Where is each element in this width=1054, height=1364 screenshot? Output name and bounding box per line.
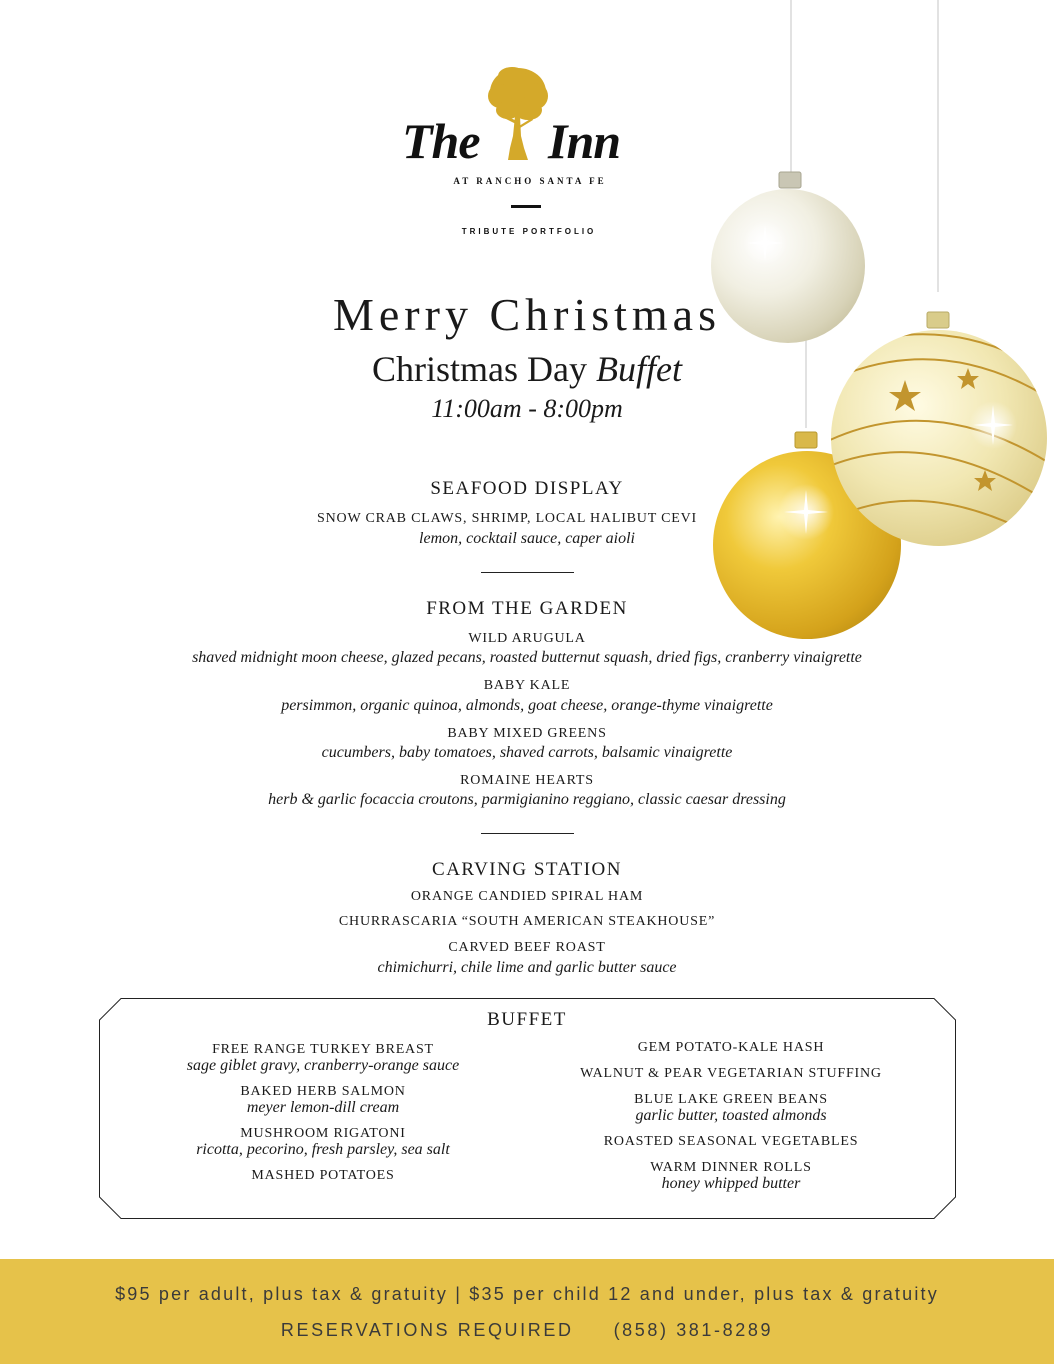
carving-item-desc: chimichurri, chile lime and garlic butter sauce <box>377 959 677 976</box>
buffet-right-column <box>560 1040 902 1193</box>
buffet-item-desc: honey whipped butter <box>661 1175 801 1192</box>
buffet-left-column <box>150 1042 496 1184</box>
garden-item-name: BABY KALE <box>483 678 571 693</box>
buffet-item-name: BLUE LAKE GREEN BEANS <box>634 1092 828 1107</box>
buffet-item-name: WALNUT & PEAR VEGETARIAN STUFFING <box>580 1066 882 1081</box>
logo-divider <box>511 205 541 208</box>
buffet-item-name: FREE RANGE TURKEY BREAST <box>212 1042 434 1057</box>
seafood-item: SNOW CRAB CLAWS, SHRIMP, LOCAL HALIBUT CEVI <box>317 511 697 526</box>
garden-item-desc: shaved midnight moon cheese, glazed pecans, roasted butternut squash, dried figs, cranberry vinaigrette <box>192 649 862 666</box>
buffet-item-name: GEM POTATO-KALE HASH <box>637 1040 825 1055</box>
logo-name-left: The <box>402 113 480 169</box>
section-divider <box>481 833 574 834</box>
carving-heading: CARVING STATION <box>432 859 622 880</box>
footer-band <box>0 1259 1054 1364</box>
page-title: Merry Christmas <box>332 289 721 340</box>
garden-item-name: BABY MIXED GREENS <box>447 726 607 741</box>
seafood-heading: SEAFOOD DISPLAY <box>430 478 624 499</box>
carving-item-name: CHURRASCARIA “SOUTH AMERICAN STEAKHOUSE” <box>338 914 716 929</box>
buffet-heading: BUFFET <box>487 1009 567 1030</box>
footer-pricing: $95 per adult, plus tax & gratuity | $35 per child 12 and under, plus tax & gratuity <box>115 1284 939 1304</box>
service-hours: 11:00am - 8:00pm <box>431 394 623 423</box>
subtitle-plain: Christmas Day <box>372 349 596 389</box>
garden-item-desc: cucumbers, baby tomatoes, shaved carrots, balsamic vinaigrette <box>321 744 733 761</box>
carving-item-name: CARVED BEEF ROAST <box>448 940 606 955</box>
garden-heading: FROM THE GARDEN <box>426 598 628 619</box>
buffet-item-name: BAKED HERB SALMON <box>240 1084 406 1099</box>
carving-item-name: ORANGE CANDIED SPIRAL HAM <box>410 889 644 904</box>
subtitle-italic: Buffet <box>596 349 682 389</box>
buffet-item-desc: sage giblet gravy, cranberry-orange sauce <box>186 1057 460 1074</box>
buffet-item-desc: ricotta, pecorino, fresh parsley, sea salt <box>196 1141 450 1158</box>
garden-item-desc: persimmon, organic quinoa, almonds, goat cheese, orange-thyme vinaigrette <box>281 697 773 714</box>
buffet-item-name: ROASTED SEASONAL VEGETABLES <box>603 1134 859 1149</box>
reservations-label: RESERVATIONS REQUIRED <box>280 1320 574 1340</box>
garden-item-name: ROMAINE HEARTS <box>460 773 594 788</box>
seafood-desc: lemon, cocktail sauce, caper aioli <box>419 530 635 547</box>
garden-item-desc: herb & garlic focaccia croutons, parmigianino reggiano, classic caesar dressing <box>268 791 786 808</box>
page-subtitle <box>0 348 1054 390</box>
garden-item-name: WILD ARUGULA <box>468 631 586 646</box>
footer-reservations-line <box>0 1320 1054 1341</box>
section-divider <box>481 572 574 573</box>
tree-logo-icon <box>486 66 550 162</box>
buffet-item-name: WARM DINNER ROLLS <box>650 1160 812 1175</box>
buffet-item-desc: garlic butter, toasted almonds <box>635 1107 827 1124</box>
buffet-item-name: MASHED POTATOES <box>251 1168 395 1183</box>
buffet-item-name: MUSHROOM RIGATONI <box>240 1126 406 1141</box>
buffet-item-desc: meyer lemon-dill cream <box>246 1099 400 1116</box>
logo-name-right: Inn <box>548 113 621 169</box>
phone-number: (858) 381-8289 <box>613 1320 774 1340</box>
logo-subtitle: AT RANCHO SANTA FE <box>453 176 607 186</box>
logo-tagline: TRIBUTE PORTFOLIO <box>461 227 597 236</box>
